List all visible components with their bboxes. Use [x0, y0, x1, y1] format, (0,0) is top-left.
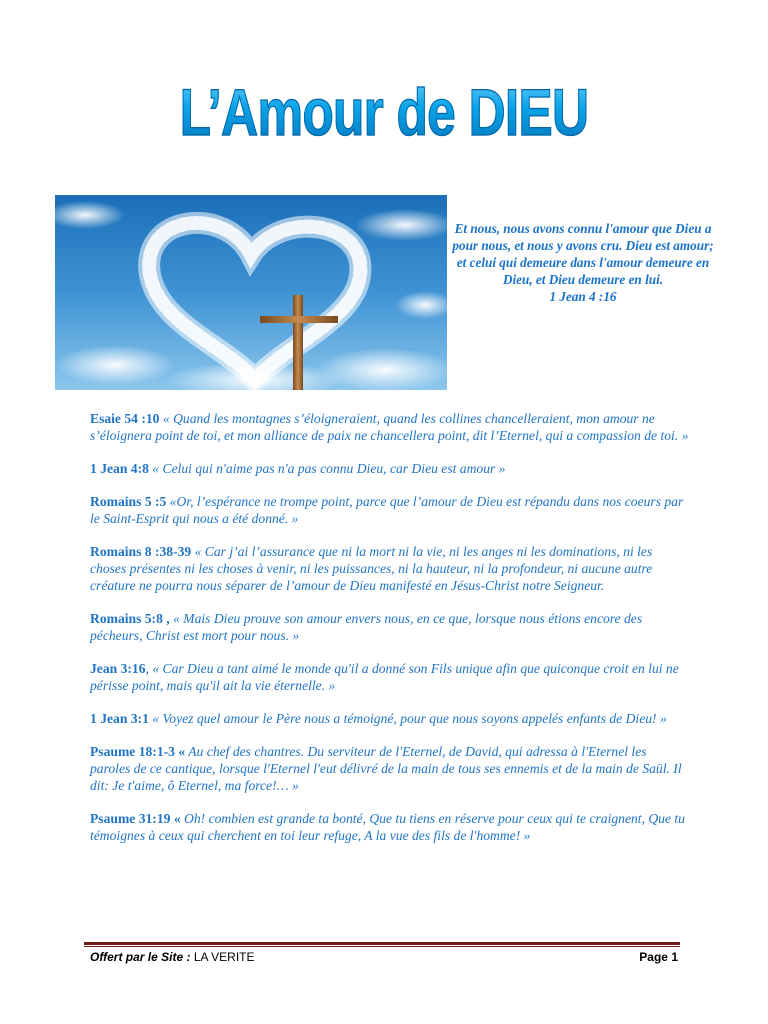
verse-reference: Romains 5 :5 [90, 494, 167, 509]
verse-text: « Car j’ai l’assurance que ni la mort ni la vie, ni les anges ni les dominations, ni les choses présentes ni les choses à venir, ni les puissances, ni la hauteur, ni la profondeur, ni aucune autre créature ne pourra nous séparer de l’amour de Dieu manifesté en Jésus-Christ notre Seigneur. [90, 544, 653, 593]
verse-reference: Esaie 54 :10 [90, 411, 160, 426]
verse-reference: 1 Jean 4:8 [90, 461, 149, 476]
footer-divider [84, 942, 680, 945]
featured-quote-text: Et nous, nous avons connu l'amour que Dieu a pour nous, et nous y avons cru. Dieu est amour; et celui qui demeure dans l'amour demeure en Dieu, et Dieu demeure en lui. [452, 221, 714, 287]
verse-text: Au chef des chantres. Du serviteur de l'Eternel, de David, qui adressa à l'Eternel les paroles de ce cantique, lorsque l'Eternel l'eut délivré de la main de tous ses ennemis et de la main de Saül. Il dit: Je t'aime, ô Eternel, ma force!… » [90, 744, 682, 793]
verse-text: , « Car Dieu a tant aimé le monde qu'il a donné son Fils unique afin que quiconque croit en lui ne périsse point, mais qu'il ait la vie éternelle. » [90, 661, 679, 693]
verse-text: «Or, l’espérance ne trompe point, parce que l’amour de Dieu est répandu dans nos coeurs par le Saint-Esprit qui nous a été donné. » [90, 494, 684, 526]
verse-list [90, 410, 690, 860]
verse-reference: Jean 3:16 [90, 661, 146, 676]
verse-reference: Romains 5:8 , [90, 611, 170, 626]
verse-text: Oh! combien est grande ta bonté, Que tu tiens en réserve pour ceux qui te craignent, Que tu témoignes à ceux qui cherchent en toi leur refuge, A la vue des fils de l'homme! » [90, 811, 685, 843]
verse-item [90, 660, 690, 694]
verse-text: « Celui qui n'aime pas n'a pas connu Dieu, car Dieu est amour » [148, 461, 506, 476]
verse-text: « Quand les montagnes s’éloigneraient, quand les collines chancelleraient, mon amour ne s’éloignera point de toi, et mon alliance de paix ne chancellera point, dit l’Eternel, qui a compassion de toi. » [90, 411, 689, 443]
verse-reference: Psaume 18:1-3 « [90, 744, 186, 759]
verse-item [90, 743, 690, 794]
cross-heart-clouds-image [55, 195, 447, 390]
verse-text: « Voyez quel amour le Père nous a témoigné, pour que nous soyons appelés enfants de Dieu! » [148, 711, 667, 726]
page-title: L’Amour de DIEU [84, 72, 683, 152]
featured-quote [452, 220, 714, 305]
verse-reference: 1 Jean 3:1 [90, 711, 149, 726]
verse-item [90, 710, 690, 727]
featured-quote-reference: 1 Jean 4 :16 [549, 289, 617, 304]
verse-item [90, 810, 690, 844]
footer-site-name: LA VERITE [190, 950, 255, 964]
verse-item [90, 493, 690, 527]
verse-reference: Romains 8 :38-39 [90, 544, 192, 559]
verse-item [90, 460, 690, 477]
verse-item [90, 543, 690, 594]
verse-text: « Mais Dieu prouve son amour envers nous, en ce que, lorsque nous étions encore des pécheurs, Christ est mort pour nous. » [90, 611, 643, 643]
verse-item [90, 410, 690, 444]
footer-credit-label: Offert par le Site : [90, 950, 191, 964]
footer-divider-thin [84, 946, 680, 947]
verse-reference: Psaume 31:19 « [90, 811, 181, 826]
verse-item [90, 610, 690, 644]
page-number: Page 1 [639, 950, 678, 964]
footer-credit [90, 950, 255, 964]
